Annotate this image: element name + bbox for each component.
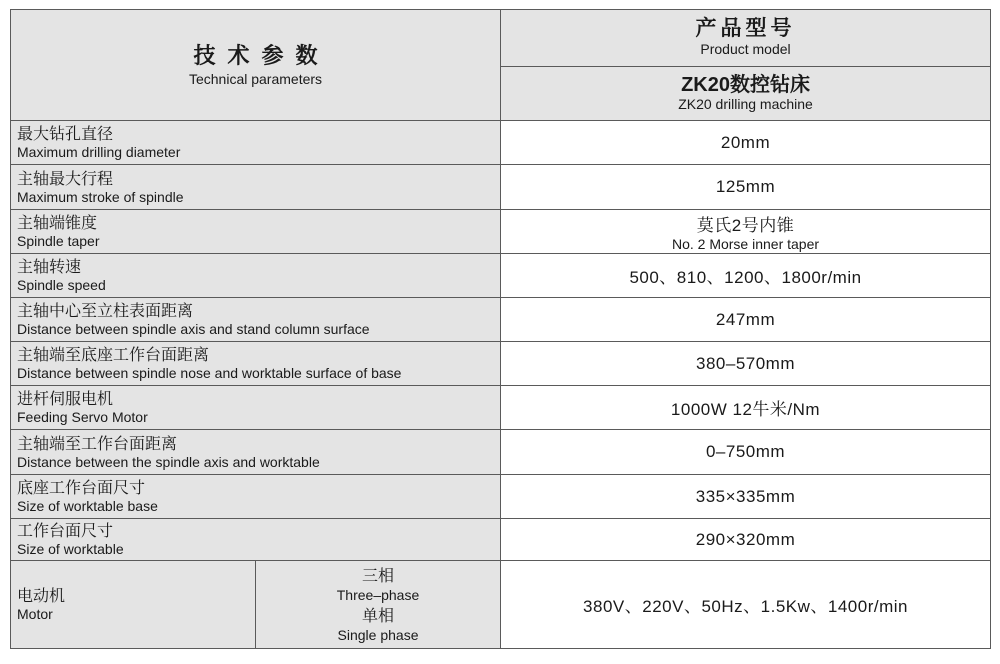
model-name-en: ZK20 drilling machine (678, 96, 813, 113)
param-value: 335×335mm (501, 475, 991, 519)
product-model-label-en: Product model (700, 41, 791, 58)
param-name-zh: 最大钻孔直径 (17, 126, 114, 143)
param-name-zh: 主轴最大行程 (17, 170, 114, 188)
param-name-zh: 进杆伺服电机 (17, 391, 114, 408)
table-row (11, 342, 991, 386)
param-value: 莫氏2号内锥 (696, 216, 795, 235)
param-label-cell (11, 121, 501, 165)
motor-label-cell (11, 561, 256, 649)
param-value: 500、810、1200、1800r/min (501, 254, 991, 298)
motor-row (11, 561, 991, 649)
param-label-cell (11, 254, 501, 298)
model-name-zh: ZK20数控钻床 (681, 74, 810, 97)
table-row (11, 165, 991, 210)
motor-label-en: Motor (17, 606, 53, 622)
param-value: 20mm (501, 121, 991, 165)
param-value: 380–570mm (501, 342, 991, 386)
table-row (11, 519, 991, 561)
param-name-en: Distance between spindle nose and worktable surface of base (17, 365, 402, 381)
param-name-zh: 主轴中心至立柱表面距离 (17, 303, 194, 320)
param-label-cell (11, 210, 501, 254)
param-name-zh: 主轴转速 (17, 259, 82, 276)
motor-label-zh: 电动机 (17, 588, 66, 605)
model-name-cell (501, 66, 991, 121)
tech-params-header (11, 10, 501, 121)
product-model-label-zh: 产品型号 (695, 17, 796, 41)
param-name-en: Maximum drilling diameter (17, 144, 181, 160)
table-row (11, 475, 991, 519)
param-value: 1000W 12牛米/Nm (501, 386, 991, 430)
param-label-cell (11, 298, 501, 342)
param-name-zh: 主轴端至工作台面距离 (17, 435, 178, 453)
tech-params-title-en: Technical parameters (188, 71, 323, 87)
param-value: 247mm (501, 298, 991, 342)
param-name-en: Maximum stroke of spindle (17, 188, 184, 205)
param-name-zh: 主轴端锥度 (17, 215, 98, 232)
param-name-zh: 主轴端至底座工作台面距离 (17, 347, 210, 364)
table-row (11, 121, 991, 165)
param-label-cell (11, 519, 501, 561)
param-name-en: Size of worktable base (17, 498, 158, 514)
table-row (11, 298, 991, 342)
param-label-cell (11, 342, 501, 386)
param-name-en: Distance between the spindle axis and worktable (17, 453, 320, 470)
single-phase-zh: 单相 (362, 607, 395, 625)
table-row (11, 386, 991, 430)
three-phase-zh: 三相 (362, 567, 395, 585)
param-label-cell (11, 165, 501, 210)
param-value-cell (501, 210, 991, 254)
spec-table (10, 9, 991, 649)
param-name-zh: 工作台面尺寸 (17, 523, 114, 540)
param-value-en: No. 2 Morse inner taper (671, 236, 820, 252)
product-model-header (501, 10, 991, 67)
table-row (11, 210, 991, 254)
param-name-en: Spindle speed (17, 277, 106, 293)
param-label-cell (11, 475, 501, 519)
table-row (11, 430, 991, 475)
param-value: 125mm (501, 165, 991, 210)
single-phase-en: Single phase (337, 626, 419, 643)
tech-params-title-zh: 技术参数 (193, 43, 330, 68)
phase-cell (256, 561, 501, 649)
three-phase-en: Three–phase (336, 586, 420, 603)
param-name-zh: 底座工作台面尺寸 (17, 480, 146, 497)
param-name-en: Feeding Servo Motor (17, 409, 148, 425)
param-value: 290×320mm (501, 519, 991, 561)
param-value: 0–750mm (501, 430, 991, 475)
param-name-en: Spindle taper (17, 233, 100, 249)
param-label-cell (11, 386, 501, 430)
param-name-en: Size of worktable (17, 541, 124, 557)
table-row (11, 254, 991, 298)
motor-value: 380V、220V、50Hz、1.5Kw、1400r/min (501, 561, 991, 649)
param-label-cell (11, 430, 501, 475)
param-name-en: Distance between spindle axis and stand column surface (17, 321, 370, 337)
